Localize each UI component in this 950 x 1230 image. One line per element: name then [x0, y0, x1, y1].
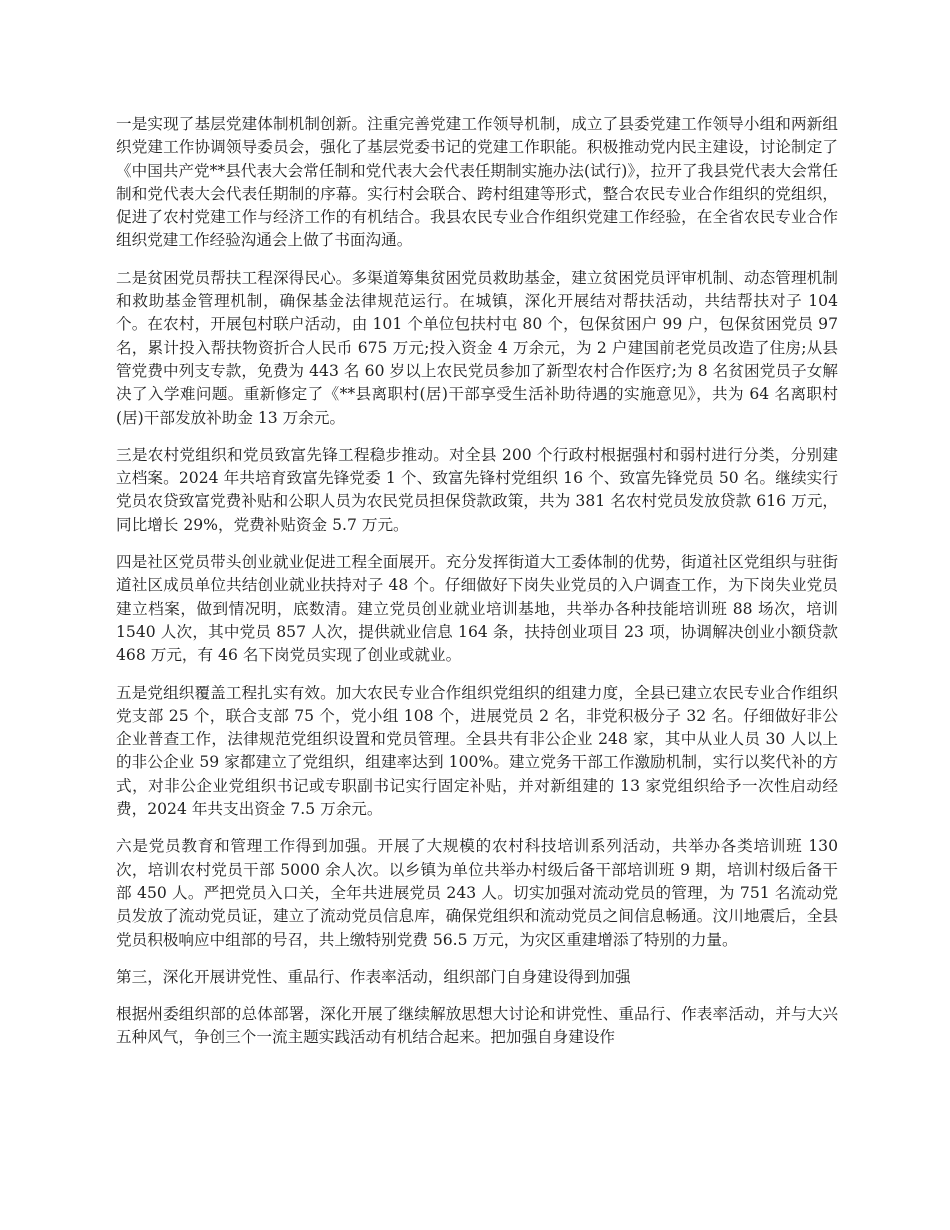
- paragraph-organization-coverage: 五是党组织覆盖工程扎实有效。加大农民专业合作组织党组织的组建力度，全县已建立农民专业合作组织党支部 25 个，联合支部 75 个，党小组 108 个，进展党员 2 名，非党积极分子 32 名。仔细做好非公企业普查工作，法律规范党组织设置和党员管理。全县共有非公企业 248 家，其中从业人员 30 人以上的非公企业 59 家都建立了党组织，组建率达到 100%。建立党务干部工作激励机制，实行以奖代补的方式，对非公企业党组织书记或专职副书记实行固定补贴，并对新组建的 13 家党组织给予一次性启动经费，2024 年共支出资金 7.5 万余元。: [116, 683, 838, 819]
- paragraph-self-construction: 根据州委组织部的总体部署，深化开展了继续解放思想大讨论和讲党性、重品行、作表率活动，并与大兴五种风气，争创三个一流主题实践活动有机结合起来。把加强自身建设作: [116, 1005, 838, 1047]
- paragraph-member-education: 六是党员教育和管理工作得到加强。开展了大规模的农村科技培训系列活动，共举办各类培训班 130 次，培训农村党员干部 5000 余人次。以乡镇为单位共举办村级后备干部培训班 9 期，培训村级后备干部 450 人。严把党员入口关，全年共进展党员 243 人。切实加强对流动党员的管理，为 751 名流动党员发放了流动党员证，建立了流动党员信息库，确保党组织和流动党员之间信息畅通。汶川地震后，全县党员积极响应中组部的号召，共上缴特别党费 56.5 万元，为灾区重建增添了特别的力量。: [116, 837, 838, 949]
- section-heading-third: 第三，深化开展讲党性、重品行、作表率活动，组织部门自身建设得到加强: [116, 967, 631, 986]
- paragraph-poverty-assistance: 二是贫困党员帮扶工程深得民心。多渠道筹集贫困党员救助基金，建立贫困党员评审机制、动态管理机制和救助基金管理机制，确保基金法律规范运行。在城镇，深化开展结对帮扶活动，共结帮扶对子 104 个。在农村，开展包村联户活动，由 101 个单位包扶村屯 80 个，包保贫困户 99 户，包保贫困党员 97 名，累计投入帮扶物资折合人民币 675 万元;投入资金 4 万余元，为 2 户建国前老党员改造了住房;从县管党费中列支专款，免费为 443 名 60 岁以上农民党员参加了新型农村合作医疗;为 8 名贫困党员子女解决了入学难问题。重新修定了《**县离职村(居)干部享受生活补助待遇的实施意见》，共为 64 名离职村(居)干部发放补助金 13 万余元。: [116, 268, 838, 427]
- paragraph-grassroots-mechanism: 一是实现了基层党建体制机制创新。注重完善党建工作领导机制，成立了县委党建工作领导小组和两新组织党建工作协调领导委员会，强化了基层党委书记的党建工作职能。积极推动党内民主建设，讨论制定了《中国共产党**县代表大会常任制和党代表大会代表任期制实施办法(试行)》，拉开了我县党代表大会常任制和党代表大会代表任期制的序幕。实行村会联合、跨村组建等形式，整合农民专业合作组织的党组织，促进了农村党建工作与经济工作的有机结合。我县农民专业合作组织党建工作经验，在全省农民专业合作组织党建工作经验沟通会上做了书面沟通。: [116, 115, 838, 250]
- document-body: [116, 113, 838, 1064]
- paragraph-community-employment: 四是社区党员带头创业就业促进工程全面展开。充分发挥街道大工委体制的优势，街道社区党组织与驻街道社区成员单位共结创业就业扶持对子 48 个。仔细做好下岗失业党员的入户调查工作，为下岗失业党员建立档案，做到情况明，底数清。建立党员创业就业培训基地，共举办各种技能培训班 88 场次，培训 1540 人次，其中党员 857 人次，提供就业信息 164 条，扶持创业项目 23 项，协调解决创业小额贷款 468 万元，有 46 名下岗党员实现了创业或就业。: [116, 553, 838, 665]
- paragraph-rural-pioneers: 三是农村党组织和党员致富先锋工程稳步推动。对全县 200 个行政村根据强村和弱村进行分类，分别建立档案。2024 年共培育致富先锋党委 1 个、致富先锋村党组织 16 个、致富先锋党员 50 名。继续实行党员农贷致富党费补贴和公职人员为农民党员担保贷款政策，共为 381 名农村党员发放贷款 616 万元，同比增长 29%，党费补贴资金 5.7 万元。: [116, 445, 838, 534]
